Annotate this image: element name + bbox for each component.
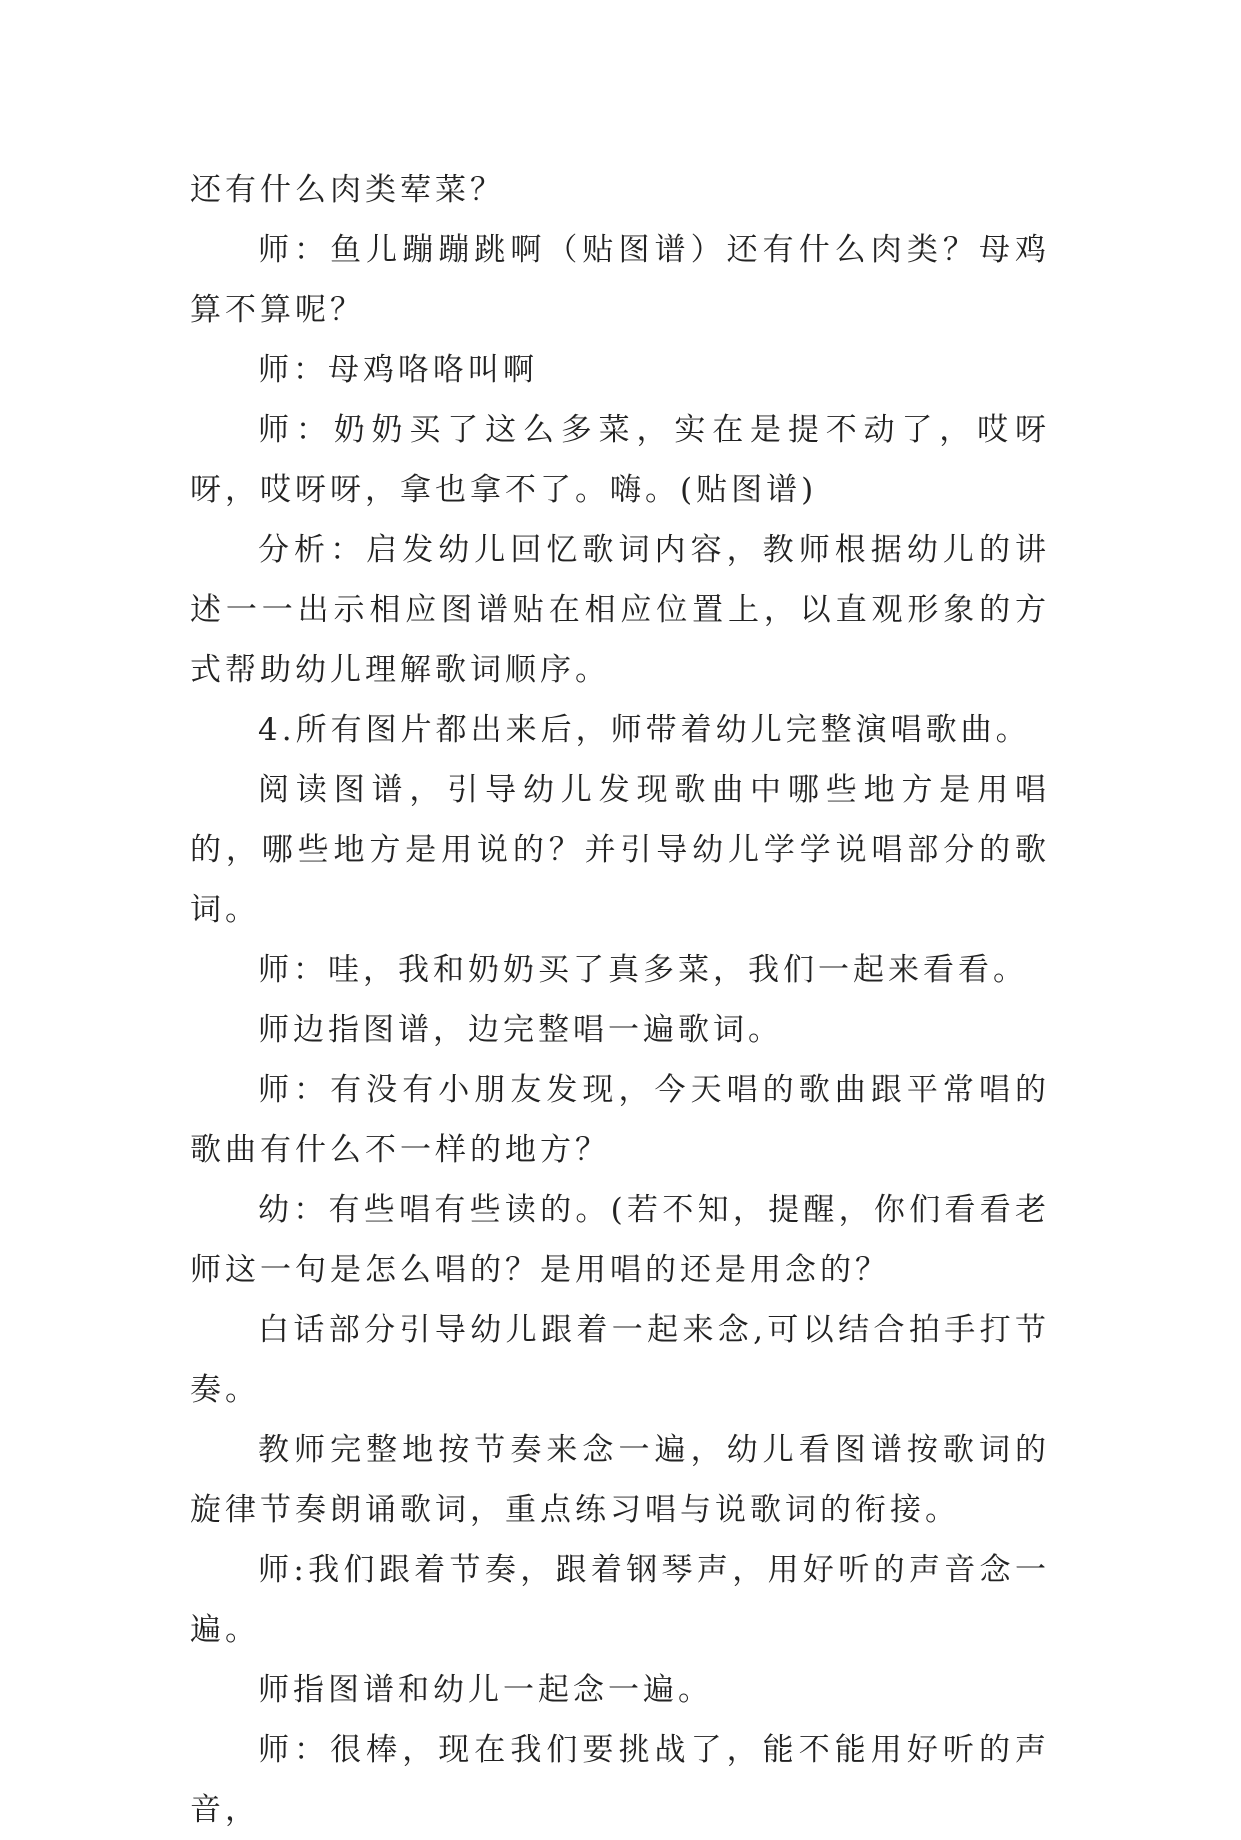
paragraph: 师：很棒，现在我们要挑战了，能不能用好听的声音， (190, 1732, 1050, 1828)
paragraph: 还有什么肉类荤菜？ (190, 172, 505, 208)
paragraph: 师指图谱和幼儿一起念一遍。 (258, 1672, 713, 1708)
paragraph: 幼：有些唱有些读的。(若不知，提醒，你们看看老师这一句是怎么唱的？是用唱的还是用念的？ (190, 1192, 1050, 1288)
paragraph: 师：哇，我和奶奶买了真多菜，我们一起来看看。 (258, 952, 1028, 988)
paragraph: 师：奶奶买了这么多菜，实在是提不动了，哎呀呀，哎呀呀，拿也拿不了。嗨。(贴图谱) (190, 412, 1050, 508)
paragraph: 师：有没有小朋友发现，今天唱的歌曲跟平常唱的歌曲有什么不一样的地方？ (190, 1072, 1050, 1168)
paragraph: 教师完整地按节奏来念一遍，幼儿看图谱按歌词的旋律节奏朗诵歌词，重点练习唱与说歌词的衔接。 (190, 1432, 1050, 1528)
paragraph: 师：鱼儿蹦蹦跳啊（贴图谱）还有什么肉类？母鸡算不算呢？ (190, 232, 1050, 328)
paragraph: 分析：启发幼儿回忆歌词内容，教师根据幼儿的讲述一一出示相应图谱贴在相应位置上，以直观形象的方式帮助幼儿理解歌词顺序。 (190, 532, 1050, 688)
paragraph: 4.所有图片都出来后，师带着幼儿完整演唱歌曲。 (258, 712, 1031, 748)
paragraph: 阅读图谱，引导幼儿发现歌曲中哪些地方是用唱的，哪些地方是用说的？并引导幼儿学学说唱部分的歌词。 (190, 772, 1050, 928)
document-body (190, 160, 1050, 1840)
paragraph: 师边指图谱，边完整唱一遍歌词。 (258, 1012, 783, 1048)
paragraph: 师:我们跟着节奏，跟着钢琴声，用好听的声音念一遍。 (190, 1552, 1050, 1648)
paragraph: 白话部分引导幼儿跟着一起来念,可以结合拍手打节奏。 (190, 1312, 1050, 1408)
paragraph: 师：母鸡咯咯叫啊 (258, 352, 538, 388)
